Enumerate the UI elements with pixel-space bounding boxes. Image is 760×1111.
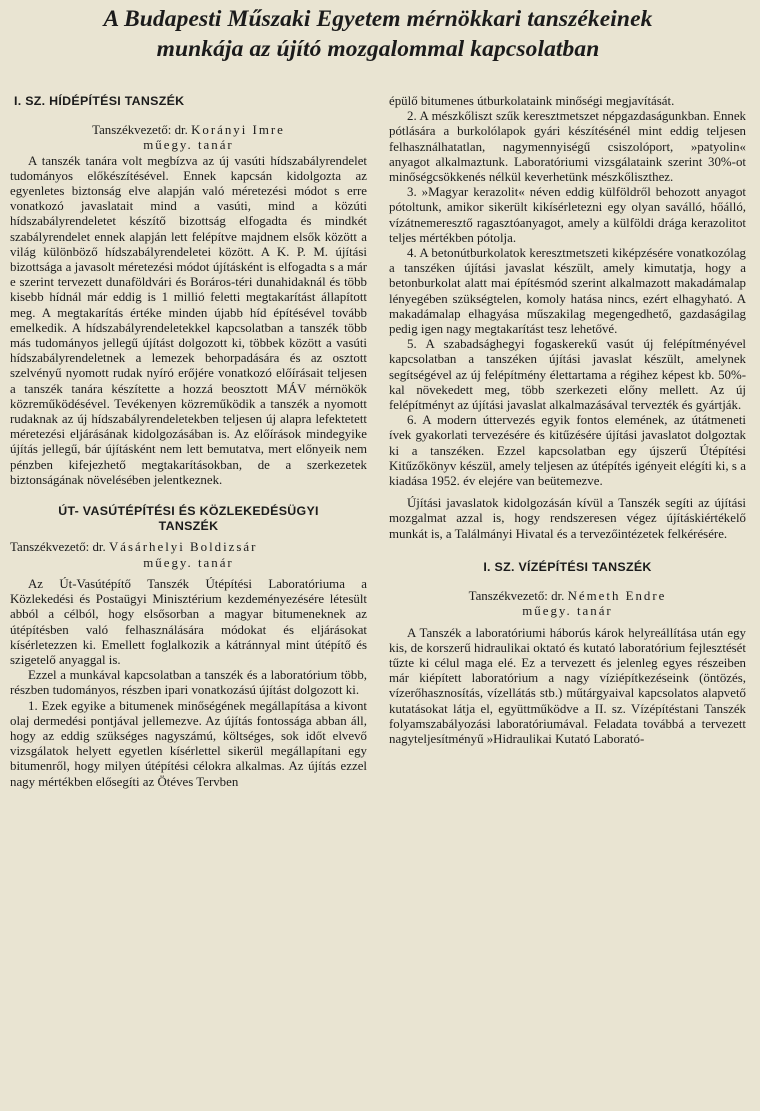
paragraph: 1. Ezek egyike a bitumenek minőségének megállapítása a kivont olaj dermedési pontjával jellemezve. Az újítás fontossága abban áll, hogy az eddig szükséges nagyszámú, költséges, sok időt elvevő vizsgálatok helyett egyetlen kísérlettel sikerül megállapítani egy bitumenről, hogy milyen útépítési célokra alkalmas. Az újítás ezzel nagy mértékben elősegíti az Ötéves Tervben — [10, 698, 367, 789]
department-head-prefix: Tanszékvezető: dr. — [468, 589, 568, 604]
department-head-rank: műegy. tanár — [522, 604, 613, 619]
department-head-name: Korányi Imre — [191, 123, 285, 138]
department-head-rank: műegy. tanár — [143, 555, 234, 570]
paragraph: A tanszék tanára volt megbízva az új vasúti hídszabályrendelet tudományos előkészítésével. Ennek kapcsán kidolgozta az egyenletes biztonság elve alapján való méretezési módot s erre vonatkozó javaslatait mind a vasúti, mind a közúti hídszabályrendeletet készítő bizottság elfogadta és mindkét szabályrendelet ennek alapján lett felépítve majdnem elsők között a világ különböző hídszabályrendeletei között. A K. P. M. újítási bizottsága a javasolt méretezési módot újításként is elfogadta s a már e szerint tervezett dunaföldvári és Boráros-téri dunahidaknál és több kisebb hídnál már eddig is 1 millió feletti megtakarítást állapított meg. A megtakarítás értéke minden újabb híd építésével tovább emelkedik. A hídszabályrendeletekkel kapcsolatban a tanszék több más tudományos jellegű újítást dolgozott ki, többek között a vasúti hídszabályrendeletnek a lemezek behorpadására és az osztott szelvényű nyomott rudak nyíró erőjére vonatkozó előírásait teljesen a tanszék tanára készítette a hozzá beosztott MÁV mérnökök közreműködésével. Tevékenyen közreműködik a tanszék a nyomott rudaknak az új hídszabályrendeletekben teljesen új alapra lefektetett méretezési eljárásának kidolgozásában is. Az előírások mindegyike újítás jellegű, bár újításként nem lett bemutatva, mert előnyeik nem pénzben kifejezhető megtakarításokban, de a szerkezetek biztonságának növelésében jelentkeznek. — [10, 153, 367, 487]
section-heading-vizepitesi: I. SZ. VÍZÉPÍTÉSI TANSZÉK — [483, 559, 652, 574]
paragraph: 5. A szabadsághegyi fogaskerekű vasút új felépítményével kapcsolatban a tanszéken újítási javaslat készült, amelynek segítségével az új felépítmény élettartama a régihez képest kb. 50%-kal növekedett meg, több szerkezeti előny mellett. Az új felépítményt az újítási javaslat alkalmazásával tervezték és gyártják. — [389, 337, 746, 413]
section-heading-line-2: TANSZÉK — [158, 519, 219, 534]
title-line-2: munkája az újító mozgalommal kapcsolatban — [156, 36, 600, 62]
article-columns — [10, 94, 746, 790]
department-head-line — [389, 589, 746, 604]
paragraph: Az Út-Vasútépítő Tanszék Útépítési Laboratóriuma a Közlekedési és Postaügyi Minisztérium kezdeményezésére létesült abból a célból, hogy elsősorban a magyar bitumeneknek az útépítésben való felhasználására módokat és eljárásokat kísérletezzen ki. Emellett foglalkozik a kátránnyal mint útépítő és szigetelő anyaggal is. — [10, 576, 367, 667]
article-title — [10, 4, 746, 64]
paragraph: 2. A mészkőliszt szűk keresztmetszet népgazdaságunkban. Ennek pótlására a burkolólapok gyári készítésénél mint eddig teljesen felhasználhatatlan, nagymennyiségű csiszolóport, »patyolin« anyagot alkalmaztunk. Laboratóriumi vizsgálataink szerint 30%-ot minőségcsökkenés nélkül keverhetünk mészkőliszthez. — [389, 109, 746, 185]
paragraph: 3. »Magyar kerazolit« néven eddig külföldről behozott anyagot pótoltunk, amikor sikerült kikísérletezni egy olyan saválló, hőálló, vízátnemeresztő ragasztóanyagot, amely a külföldi drága kerazolitot teljes mértékben pótolja. — [389, 185, 746, 245]
paragraph: 6. A modern úttervezés egyik fontos elemének, az útátmeneti ívek gyakorlati tervezésére és kitűzésére újítási javaslatot dolgoztak ki a tanszéken. Ezzel kapcsolatban egy újszerű Útépítési Kitűzőkönyv készül, amely teljesen az útépítés igényeit elégíti ki, s a kiadása 1952. év elejére van beütemezve. — [389, 413, 746, 489]
paragraph: Ezzel a munkával kapcsolatban a tanszék és a laboratórium több, részben tudományos, részben ipari vonatkozású újítást dolgozott ki. — [10, 668, 367, 698]
department-head-prefix: Tanszékvezető: dr. — [92, 123, 192, 138]
paragraph: épülő bitumenes útburkolataink minőségi megjavítását. — [389, 94, 675, 108]
title-line-1: A Budapesti Műszaki Egyetem mérnökkari tanszékeinek — [103, 6, 653, 32]
paragraph: Újítási javaslatok kidolgozásán kívül a Tanszék segíti az újítási mozgalmat azzal is, hogy rendszeresen végez újításkiértékelő munkát is, a Találmányi Hivatal és a tervezőintézetek felkérésére. — [389, 496, 746, 541]
department-head-name: Vásárhelyi Boldizsár — [108, 540, 258, 555]
paragraph: 4. A betonútburkolatok keresztmetszeti kiképzésére vonatkozólag a tanszéken újítási javaslat készült, amely kimutatja, hogy a betonburkolat alatt mai építésmód szerint alkalmazott makadámalap lényegében szükségtelen, komoly hatása nincs, ezért elhagyható. A makadámalap elhagyása műszakilag megengedhető, gazdaságilag pedig igen nagy megtakarítást tesz lehetővé. — [389, 246, 746, 337]
department-head-prefix: Tanszékvezető: dr. — [10, 540, 109, 555]
department-head-line — [10, 540, 367, 555]
department-head-rank: műegy. tanár — [143, 138, 234, 153]
left-column — [10, 94, 367, 790]
section-heading-line-1: ÚT- VASÚTÉPÍTÉSI ÉS KÖZLEKEDÉSÜGYI — [58, 504, 319, 519]
department-head-name: Németh Endre — [567, 589, 667, 604]
paragraph: A Tanszék a laboratóriumi háborús károk helyreállítása után egy kis, de korszerű hidraulikai oktató és kutató laboratórium fejlesztését tűzte ki célul maga elé. Ez a tervezett és jelenleg egyes részeiben már kiépített laboratórium a nagy víziépítkezéseink (öntözés, vízerőhasznosítás, vízellátás stb.) műtárgyaival kapcsolatos alapvető kutatásokat látja el, együttműködve a II. sz. Vízépítéstani Tanszék folyamszabályozási laboratóriumával. Feladata továbbá a tervezett nagyteljesítményű »Hidraulikai Kutató Laborató- — [389, 625, 746, 746]
section-heading-hidepitesi: I. SZ. HÍDÉPÍTÉSI TANSZÉK — [14, 94, 185, 108]
right-column — [389, 94, 746, 790]
section-heading-ut-vasutepitesi — [10, 504, 367, 534]
department-head-line — [10, 123, 367, 138]
